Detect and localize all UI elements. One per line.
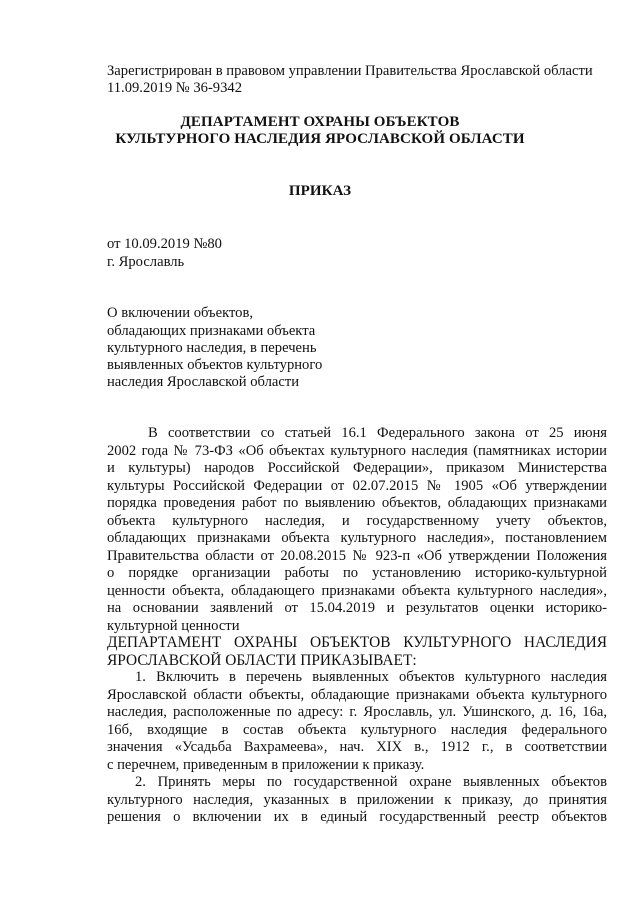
order-date-number: от 10.09.2019 №80 <box>107 236 222 252</box>
order-item-2 <box>107 774 607 827</box>
preamble-paragraph <box>107 425 607 635</box>
preamble-line: и культуры) народов Российской Федерации», приказом Министерства <box>107 460 607 476</box>
preamble-line: 2002 года № 73-ФЗ «Об объектах культурного наследия (памятниках истории <box>107 442 607 459</box>
preamble-line: культурной ценности <box>107 617 240 634</box>
registration-line-1: Зарегистрирован в правовом управлении Правительства Ярославской области <box>107 63 593 79</box>
preamble-line: ценности объекта, обладающего признаками объекта культурного наследия», <box>107 582 607 599</box>
preamble-line: на основании заявлений от 15.04.2019 и результатов оценки историко- <box>107 600 607 616</box>
document-type: ПРИКАЗ <box>288 183 352 199</box>
department-title-line-2: КУЛЬТУРНОГО НАСЛЕДИЯ ЯРОСЛАВСКОЙ ОБЛАСТИ <box>115 131 525 147</box>
item1-line: 1. Включить в перечень выявленных объектов культурного наследия <box>135 669 607 685</box>
orders-heading-line: ДЕПАРТАМЕНТ ОХРАНЫ ОБЪЕКТОВ КУЛЬТУРНОГО НАСЛЕДИЯ <box>107 634 607 651</box>
item2-line: решения о включении их в единый государственный реестр объектов <box>107 809 607 825</box>
orders-heading <box>107 634 607 669</box>
item1-line: наследия, расположенные по адресу: г. Ярославль, ул. Ушинского, д. 16, 16а, <box>107 704 607 720</box>
subject-line: культурного наследия, в перечень <box>107 340 317 356</box>
subject-line: наследия Ярославской области <box>107 374 300 390</box>
preamble-line: обладающих признаками объекта культурного наследия», постановлением <box>107 530 607 546</box>
subject-line: О включении объектов, <box>107 305 253 321</box>
preamble-line: Правительства области от 20.08.2015 № 923-п «Об утверждении Положения <box>107 547 607 564</box>
item2-line: культурного наследия, указанных в приложении к приказу, до принятия <box>107 791 607 808</box>
item1-line: с перечнем, приведенным в приложении к приказу. <box>107 756 425 773</box>
subject-line: выявленных объектов культурного <box>107 357 323 373</box>
preamble-line: о порядке организации работы по установлению историко-культурной <box>107 565 607 581</box>
preamble-line: порядка проведения работ по выявлению объектов, обладающих признаками <box>107 495 607 511</box>
orders-heading-line: ЯРОСЛАВСКОЙ ОБЛАСТИ ПРИКАЗЫВАЕТ: <box>107 651 417 669</box>
subject-line: обладающих признаками объекта <box>107 323 316 339</box>
preamble-line: В соответствии со статьей 16.1 Федерального закона от 25 июня <box>148 425 607 441</box>
item1-line: 16б, входящие в состав объекта культурного наследия федерального <box>107 721 607 738</box>
order-item-1 <box>107 669 607 774</box>
item1-line: Ярославской области объекты, обладающие признаками объекта культурного <box>107 686 607 703</box>
registration-line-2: 11.09.2019 № 36-9342 <box>107 80 242 96</box>
item1-line: значения «Усадьба Вахрамеева», нач. XIX в., 1912 г., в соответствии <box>107 739 607 755</box>
department-title-line-1: ДЕПАРТАМЕНТ ОХРАНЫ ОБЪЕКТОВ <box>180 114 460 130</box>
item2-line: 2. Принять меры по государственной охране выявленных объектов <box>135 774 607 790</box>
preamble-line: культуры Российской Федерации от 02.07.2015 № 1905 «Об утверждении <box>107 477 607 494</box>
order-city: г. Ярославль <box>107 254 185 270</box>
preamble-line: объекта культурного наследия, и государственному учету объектов, <box>107 512 607 529</box>
